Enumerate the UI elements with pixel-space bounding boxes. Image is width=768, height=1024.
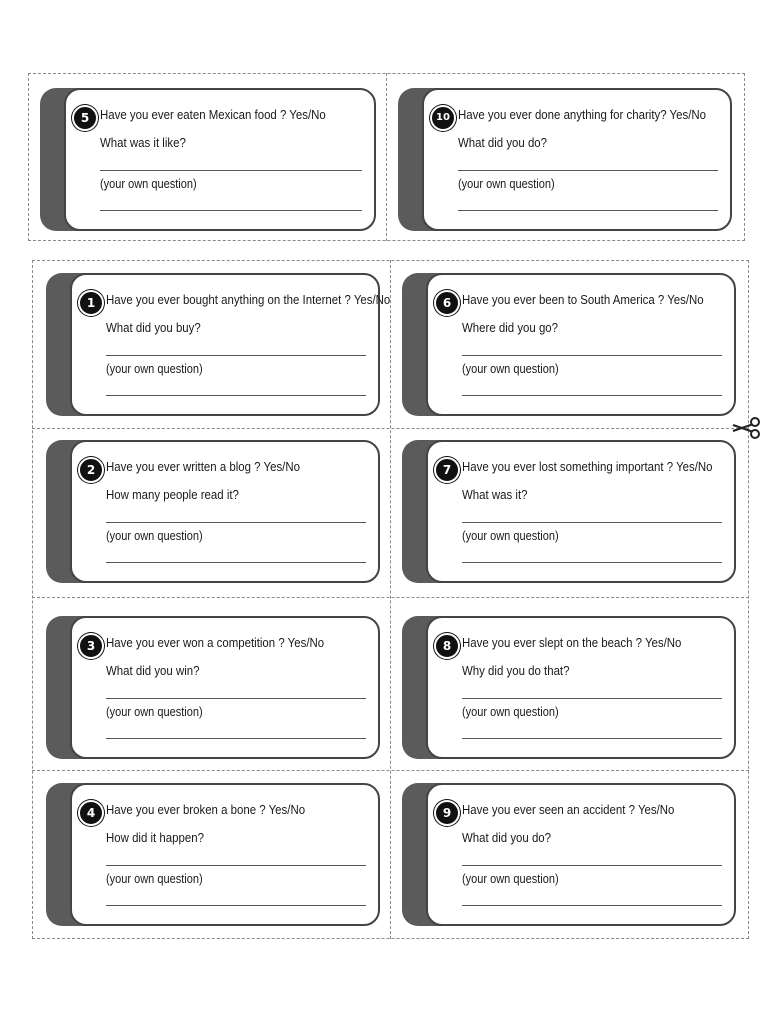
card-question: Have you ever slept on the beach ? Yes/No (462, 635, 682, 650)
card-own-question: (your own question) (462, 872, 559, 886)
cut-line-main-divider (390, 260, 391, 939)
question-card (46, 783, 380, 926)
card-own-question: (your own question) (106, 705, 203, 719)
card-panel (426, 440, 736, 583)
card-number-badge: 8 (434, 633, 460, 659)
card-own-question: (your own question) (106, 362, 203, 376)
card-number-badge: 5 (72, 105, 98, 131)
answer-line (458, 210, 718, 211)
card-question: Have you ever broken a bone ? Yes/No (106, 802, 306, 817)
answer-line (106, 865, 366, 866)
card-number-badge: 9 (434, 800, 460, 826)
card-followup: What was it like? (100, 135, 186, 150)
card-followup: What did you win? (106, 663, 200, 678)
card-question: Have you ever bought anything on the Internet ? Yes/No (106, 292, 391, 307)
card-panel (422, 88, 732, 231)
card-number-badge: 4 (78, 800, 104, 826)
card-own-question: (your own question) (458, 177, 555, 191)
card-followup: How many people read it? (106, 487, 239, 502)
card-followup: What did you buy? (106, 320, 201, 335)
cut-line-row-3 (32, 770, 749, 771)
card-panel (70, 616, 380, 759)
question-card (402, 616, 736, 759)
card-followup: Why did you do that? (462, 663, 570, 678)
card-number-badge: 2 (78, 457, 104, 483)
card-own-question: (your own question) (462, 529, 559, 543)
question-card (398, 88, 732, 231)
answer-line (462, 905, 722, 906)
card-own-question: (your own question) (462, 705, 559, 719)
answer-line (106, 905, 366, 906)
answer-line (462, 698, 722, 699)
answer-line (106, 698, 366, 699)
question-card (46, 273, 391, 416)
cut-line-row-2 (32, 597, 749, 598)
card-question: Have you ever seen an accident ? Yes/No (462, 802, 675, 817)
question-card (402, 273, 736, 416)
card-own-question: (your own question) (462, 362, 559, 376)
card-panel (426, 616, 736, 759)
answer-line (106, 522, 366, 523)
answer-line (100, 210, 362, 211)
card-panel (70, 783, 380, 926)
answer-line (462, 738, 722, 739)
question-card (46, 616, 380, 759)
scissors-icon (732, 417, 762, 439)
card-question: Have you ever lost something important ? Yes/No (462, 459, 713, 474)
card-own-question: (your own question) (100, 177, 197, 191)
answer-line (106, 395, 366, 396)
card-panel (64, 88, 376, 231)
card-number-badge: 3 (78, 633, 104, 659)
card-number-badge: 1 (78, 290, 104, 316)
question-card (46, 440, 380, 583)
answer-line (100, 170, 362, 171)
card-number-badge: 10 (430, 105, 456, 131)
answer-line (458, 170, 718, 171)
card-own-question: (your own question) (106, 872, 203, 886)
card-own-question: (your own question) (106, 529, 203, 543)
answer-line (106, 738, 366, 739)
card-question: Have you ever done anything for charity? Yes/No (458, 107, 707, 122)
answer-line (462, 355, 722, 356)
answer-line (106, 562, 366, 563)
cut-line-row-1 (32, 428, 749, 429)
card-followup: Where did you go? (462, 320, 559, 335)
answer-line (462, 865, 722, 866)
card-question: Have you ever eaten Mexican food ? Yes/No (100, 107, 326, 122)
answer-line (462, 522, 722, 523)
card-question: Have you ever written a blog ? Yes/No (106, 459, 300, 474)
cut-line-top-divider (386, 73, 387, 241)
card-question: Have you ever been to South America ? Yes/No (462, 292, 704, 307)
card-followup: How did it happen? (106, 830, 204, 845)
card-panel (426, 273, 736, 416)
answer-line (462, 395, 722, 396)
card-panel (70, 273, 391, 416)
answer-line (106, 355, 366, 356)
card-panel (426, 783, 736, 926)
card-followup: What was it? (462, 487, 528, 502)
card-number-badge: 6 (434, 290, 460, 316)
question-card (402, 783, 736, 926)
question-card (40, 88, 376, 231)
card-number-badge: 7 (434, 457, 460, 483)
card-followup: What did you do? (462, 830, 552, 845)
card-panel (70, 440, 380, 583)
answer-line (462, 562, 722, 563)
card-followup: What did you do? (458, 135, 548, 150)
question-card (402, 440, 736, 583)
card-question: Have you ever won a competition ? Yes/No (106, 635, 325, 650)
